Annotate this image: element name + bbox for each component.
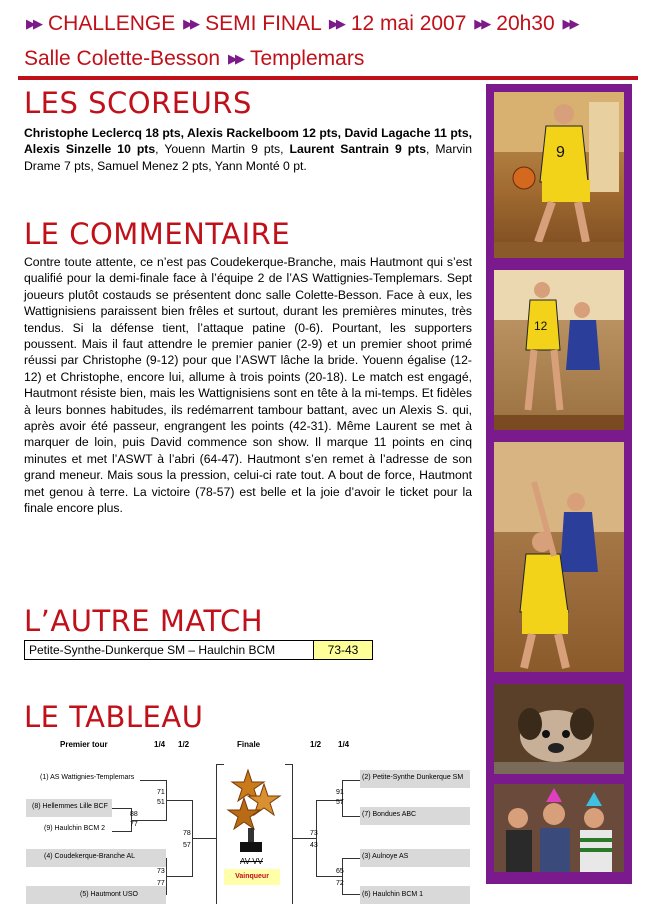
bracket-header-finale: Finale: [237, 740, 261, 749]
photo-player-shooting: [494, 442, 624, 672]
bracket-score: 72: [336, 880, 344, 887]
scoreurs-title: LES SCOREURS: [24, 86, 252, 120]
scorer: David Lagache 11 pts: [344, 126, 469, 140]
scorer: Alexis Sinzelle 10 pts: [24, 142, 156, 157]
bracket-score: 71: [157, 789, 165, 796]
photo-puppy: [494, 684, 624, 774]
bracket-score: 91: [336, 789, 344, 796]
bracket-team: (6) Haulchin BCM 1: [362, 891, 424, 898]
autre-match-teams: Petite-Synthe-Dunkerque SM – Haulchin BCM: [25, 641, 314, 660]
bracket-score: 43: [310, 842, 318, 849]
double-arrow-icon: ▶▶: [474, 16, 489, 31]
final-score: AV-VV: [240, 857, 263, 866]
photo-party-group: [494, 784, 624, 872]
bracket-header-demi: 1/2: [178, 740, 190, 749]
bracket-header-quart-right: 1/4: [338, 740, 350, 749]
header-line-1: [24, 12, 585, 36]
scorer: Marvin Drame 7 pts: [24, 142, 472, 173]
bracket-score: 78: [183, 830, 191, 837]
bracket-header-demi-right: 1/2: [310, 740, 322, 749]
bracket-team: (1) AS Wattignies-Templemars: [40, 774, 135, 781]
bracket-score: 88: [130, 811, 138, 818]
bracket-team: (8) Hellemmes Lille BCF: [32, 803, 108, 810]
double-arrow-icon: ▶▶: [562, 16, 577, 31]
photo-players-jump: [494, 270, 624, 430]
bracket-score: 73: [310, 830, 318, 837]
bracket-score: 77: [130, 821, 138, 828]
bracket-team: (4) Coudekerque-Branche AL: [44, 853, 136, 860]
bracket-score: 65: [336, 868, 344, 875]
scorer: Yann Monté 0 pt.: [214, 158, 307, 173]
bracket-header-premier-tour: Premier tour: [60, 740, 108, 749]
header-semi-final: SEMI FINAL: [205, 12, 321, 35]
bracket-header-quart: 1/4: [154, 740, 166, 749]
scorer: Youenn Martin 9 pts: [164, 142, 281, 157]
header-time: 20h30: [496, 12, 555, 35]
double-arrow-icon: ▶▶: [227, 51, 242, 66]
bracket-score: 57: [336, 799, 344, 806]
commentaire-text: Contre toute attente, ce n’est pas Coudekerque-Branche, mais Hautmont qui s’est qualifié pour la demi-finale face à l’équipe 2 de l’AS Wattignies-Templemars. Sept joueurs plutôt costauds se présentent donc salle Colette-Besson. Face à eux, les Wattignisiens paraissent bien frêles et surtout, durant les premières minutes, très tendus. Si la défense tient, l’attaque patine (0-6). Pourtant, les supporters poussent. Mais il faut attendre le premier panier (2-9) et un premier shoot primé réussi par Christophe (9-12) pour que l’ASWT lâche la bride. Youenn égalise (12-12) et Christophe, encore lui, allume à trois points (20-18). Le match est engagé, Hautmont résiste bien, mais les Wattignisiens sont en tête à la mi-temps. Et fidèles à leurs bonnes habitudes, ils redémarrent tambour battant, avec un Alexis S. qui, après avoir été passeur, engrangent les points (42-31). Même Laurent se met à marquer de loin, puis David commence son show. Il marque 11 points en cinq minutes et met l’ASWT à l’abri (64-47). Hautmont s’en remet à l’adresse de son grand meneur. Mais sous la pression, celui-ci rate tout. A bout de force, Hautmont met genou à terre. La victoire (78-57) est belle et la joie d’avoir le ticket pour la finale encore plus.: [24, 255, 472, 516]
photo-column: [486, 84, 632, 884]
header-line-2: [24, 47, 364, 71]
autre-match-score: 73-43: [314, 641, 373, 660]
bracket-team: (2) Petite-Synthe Dunkerque SM: [362, 774, 464, 781]
header-venue: Salle Colette-Besson: [24, 47, 221, 70]
svg-text:9: 9: [556, 144, 565, 161]
bracket-score: 77: [157, 880, 165, 887]
autre-match-title: L’AUTRE MATCH: [24, 604, 264, 638]
svg-text:12: 12: [534, 319, 548, 333]
bracket-team: (5) Hautmont USO: [80, 891, 138, 898]
double-arrow-icon: ▶▶: [183, 16, 198, 31]
tableau-title: LE TABLEAU: [24, 700, 204, 734]
bracket-score: 51: [157, 799, 165, 806]
winner-label: Vainqueur: [224, 869, 280, 885]
bracket-score: 57: [183, 842, 191, 849]
header-date: 12 mai 2007: [350, 12, 467, 35]
double-arrow-icon: ▶▶: [26, 16, 40, 31]
scorer: Christophe Leclercq 18 pts: [24, 126, 181, 140]
scoreurs-list: Christophe Leclercq 18 pts, Alexis Rackelboom 12 pts, David Lagache 11 pts, Alexis Sinzelle 10 pts, Youenn Martin 9 pts, Laurent Santrain 9 pts, Marvin Drame 7 pts, Samuel Menez 2 pts, Yann Monté 0 pt.: [24, 126, 473, 173]
bracket-team: (3) Aulnoye AS: [362, 853, 409, 860]
double-arrow-icon: ▶▶: [328, 16, 343, 31]
scorer: Samuel Menez 2 pts: [97, 158, 209, 173]
bracket-team: (7) Bondues ABC: [362, 811, 417, 818]
header-challenge: CHALLENGE: [48, 12, 176, 35]
trophy-icon: [226, 766, 284, 854]
bracket-score: 73: [157, 868, 165, 875]
photo-player-dribbling: [494, 92, 624, 258]
scorer: Laurent Santrain 9 pts: [289, 142, 427, 157]
commentaire-title: LE COMMENTAIRE: [24, 217, 291, 251]
header-city: Templemars: [249, 47, 365, 70]
header-divider: [18, 76, 638, 80]
bracket-team: (9) Haulchin BCM 2: [44, 825, 106, 832]
scorer: Alexis Rackelboom 12 pts: [187, 126, 338, 140]
autre-match-table: [24, 640, 373, 660]
